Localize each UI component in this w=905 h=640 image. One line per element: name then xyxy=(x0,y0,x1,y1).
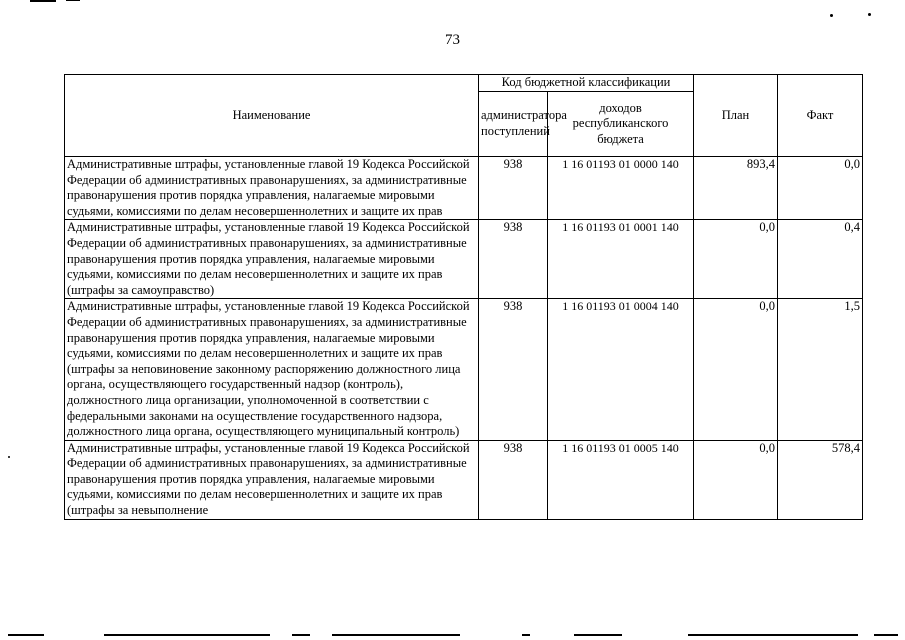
row-income-code: 1 16 01193 01 0004 140 xyxy=(548,299,694,440)
row-fact: 578,4 xyxy=(778,440,863,519)
row-name: Административные штрафы, установленные главой 19 Кодекса Российской Федерации об административных правонарушениях, за административные правонарушения против порядка управления, налагаемые мировыми судьями, комиссиями по делам несовершеннолетних и защите их прав (штрафы за самоуправство) xyxy=(65,220,479,299)
header-admin: администратора поступлений xyxy=(479,92,548,157)
scan-artifact-bottom-6 xyxy=(574,634,622,636)
row-plan: 0,0 xyxy=(694,440,778,519)
scan-dot-top-right-1 xyxy=(830,14,833,17)
row-fact: 0,0 xyxy=(778,157,863,220)
table-row xyxy=(65,220,863,299)
row-admin-code: 938 xyxy=(479,440,548,519)
scan-dot-left-margin xyxy=(8,456,10,458)
scan-artifact-bottom-2 xyxy=(104,634,270,636)
row-plan: 0,0 xyxy=(694,220,778,299)
row-name: Административные штрафы, установленные главой 19 Кодекса Российской Федерации об административных правонарушениях, за административные правонарушения против порядка управления, налагаемые мировыми судьями, комиссиями по делам несовершеннолетних и защите их прав (штрафы за неповиновение законному распоряжению должностного лица органа, осуществляющего государственный надзор (контроль), должностного лица организации, уполномоченной в соответствии с федеральными законами на осуществление государственного надзора, должностного лица органа, осуществляющего муниципальный контроль) xyxy=(65,299,479,440)
scan-artifact-bottom-7 xyxy=(688,634,858,636)
row-plan: 0,0 xyxy=(694,299,778,440)
header-fact: Факт xyxy=(778,75,863,157)
header-name: Наименование xyxy=(65,75,479,157)
row-income-code: 1 16 01193 01 0005 140 xyxy=(548,440,694,519)
header-kbk-group: Код бюджетной классификации xyxy=(479,75,694,92)
row-admin-code: 938 xyxy=(479,299,548,440)
scan-artifact-bottom-5 xyxy=(522,634,530,636)
table-row xyxy=(65,157,863,220)
table-row xyxy=(65,440,863,519)
scan-artifact-bottom-1 xyxy=(8,634,44,636)
table-body xyxy=(65,157,863,520)
header-income: доходов республиканского бюджета xyxy=(548,92,694,157)
budget-table xyxy=(64,74,863,520)
row-income-code: 1 16 01193 01 0001 140 xyxy=(548,220,694,299)
row-plan: 893,4 xyxy=(694,157,778,220)
page-number: 73 xyxy=(445,32,460,48)
scan-artifact-bottom-3 xyxy=(292,634,310,636)
row-income-code: 1 16 01193 01 0000 140 xyxy=(548,157,694,220)
scan-artifact-top-left-2 xyxy=(66,0,80,1)
row-admin-code: 938 xyxy=(479,220,548,299)
table-header xyxy=(65,75,863,157)
row-admin-code: 938 xyxy=(479,157,548,220)
table-row xyxy=(65,299,863,440)
scan-dot-top-right-2 xyxy=(868,13,871,16)
row-fact: 0,4 xyxy=(778,220,863,299)
row-name: Административные штрафы, установленные главой 19 Кодекса Российской Федерации об административных правонарушениях, за административные правонарушения против порядка управления, налагаемые мировыми судьями, комиссиями по делам несовершеннолетних и защите их прав (штрафы за невыполнение xyxy=(65,440,479,519)
scan-artifact-top-left xyxy=(30,0,56,2)
scan-artifact-bottom-4 xyxy=(332,634,460,636)
row-name: Административные штрафы, установленные главой 19 Кодекса Российской Федерации об административных правонарушениях, за административные правонарушения против порядка управления, налагаемые мировыми судьями, комиссиями по делам несовершеннолетних и защите их прав xyxy=(65,157,479,220)
row-fact: 1,5 xyxy=(778,299,863,440)
header-plan: План xyxy=(694,75,778,157)
scan-artifact-bottom-8 xyxy=(874,634,898,636)
